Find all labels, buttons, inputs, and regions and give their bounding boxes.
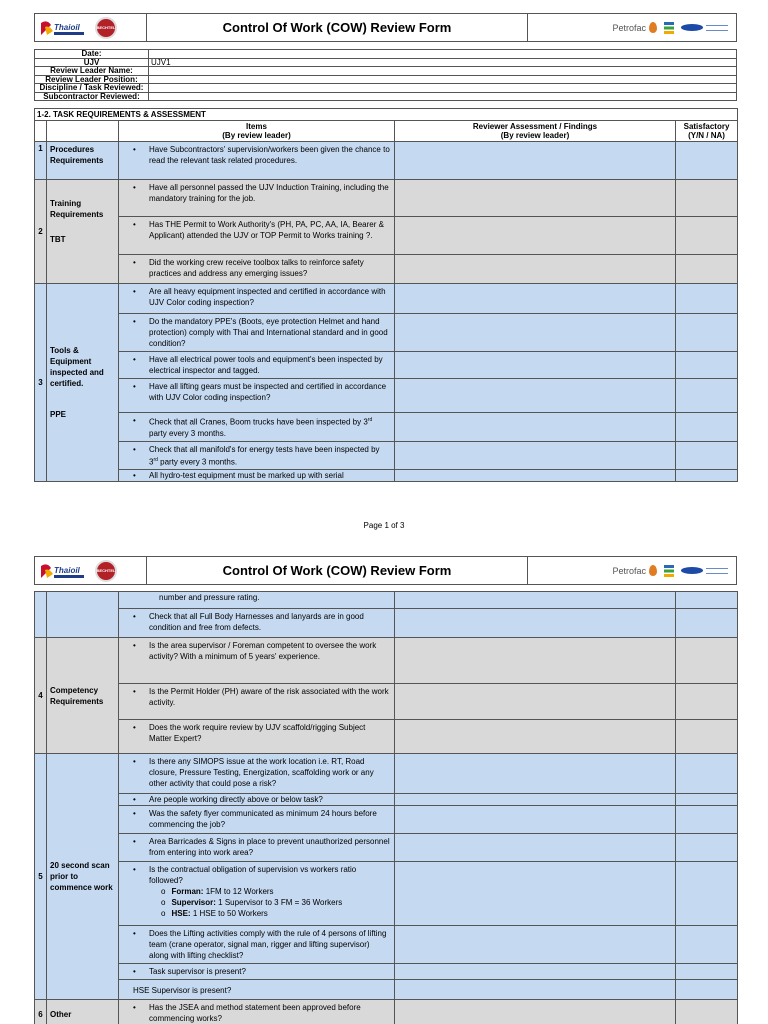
item-cell: • Check that all manifold's for energy tests have been inspected by 3rd party every 3 months.: [119, 441, 395, 470]
item-cell: • Have Subcontractors' supervision/workers been given the chance to read the relevant task related procedures.: [119, 142, 395, 180]
findings-cell[interactable]: [395, 352, 676, 379]
item-cell: • Is there any SIMOPS issue at the work location i.e. RT, Road closure, Pressure Testing, Energization, scaffolding work or any other activity that could pose a risk?: [119, 754, 395, 794]
category-label: Tools & Equipment inspected and certified. PPE: [47, 284, 119, 482]
satisfactory-cell[interactable]: [676, 217, 738, 255]
samsung-logo: [681, 567, 728, 574]
form-header: [34, 13, 737, 42]
assessment-table-page2: [34, 591, 738, 1024]
subcontractor-value[interactable]: [149, 92, 737, 101]
satisfactory-cell[interactable]: [676, 314, 738, 352]
date-label: Date:: [35, 50, 149, 59]
bechtel-logo: BECHTEL: [95, 560, 117, 582]
subcontractor-label: Subcontractor Reviewed:: [35, 92, 149, 101]
findings-cell[interactable]: [395, 255, 676, 284]
discipline-label: Discipline / Task Reviewed:: [35, 84, 149, 93]
satisfactory-cell[interactable]: [676, 142, 738, 180]
item-cell: HSE Supervisor is present?: [119, 980, 395, 1000]
row-number: 4: [35, 638, 47, 754]
satisfactory-cell[interactable]: [676, 255, 738, 284]
ujv-value[interactable]: UJV1: [149, 58, 737, 67]
findings-cell[interactable]: [395, 180, 676, 217]
findings-cell[interactable]: [395, 980, 676, 1000]
item-cell: • Area Barricades & Signs in place to prevent unauthorized personnel from entering into work area?: [119, 834, 395, 862]
item-cell: • Was the safety flyer communicated as minimum 24 hours before commencing the job?: [119, 806, 395, 834]
saipem-logo: [663, 21, 675, 35]
satisfactory-cell[interactable]: [676, 964, 738, 980]
satisfactory-cell[interactable]: [676, 834, 738, 862]
satisfactory-cell[interactable]: [676, 806, 738, 834]
item-cell: • Task supervisor is present?: [119, 964, 395, 980]
satisfactory-cell[interactable]: [676, 754, 738, 794]
item-cell: • Is the area supervisor / Foreman competent to oversee the work activity? With a minimum of 5 years' experience.: [119, 638, 395, 684]
findings-cell[interactable]: [395, 470, 676, 482]
item-cell: • Is the contractual obligation of supervision vs workers ratio followed? o Forman: 1FM to 12 Workers o Supervisor: 1 Supervisor to 3 FM = 36 Workers o HSE: 1 HSE to 50 Workers: [119, 862, 395, 926]
item-cell: • Have all electrical power tools and equipment's been inspected by electrical inspector and tagged.: [119, 352, 395, 379]
item-cell: • Is the Permit Holder (PH) aware of the risk associated with the work activity.: [119, 684, 395, 720]
satisfactory-cell[interactable]: [676, 180, 738, 217]
findings-cell[interactable]: [395, 314, 676, 352]
partner-logos: [528, 557, 736, 584]
row-number: 6: [35, 1000, 47, 1024]
review-leader-name-value[interactable]: [149, 67, 737, 76]
saipem-logo: [663, 564, 675, 578]
bechtel-logo: BECHTEL: [95, 17, 117, 39]
samsung-logo: [681, 24, 728, 31]
thaioil-logo: [39, 19, 87, 37]
page-2: [34, 556, 737, 1024]
col-findings: Reviewer Assessment / Findings (By review leader): [395, 121, 676, 142]
review-leader-position-label: Review Leader Position:: [35, 75, 149, 84]
findings-cell[interactable]: [395, 441, 676, 470]
findings-cell[interactable]: [395, 592, 676, 609]
item-cell: • Are all heavy equipment inspected and certified in accordance with UJV Color coding inspection?: [119, 284, 395, 314]
satisfactory-cell[interactable]: [676, 352, 738, 379]
ratio-item: o Forman: 1FM to 12 Workers: [161, 887, 274, 896]
findings-cell[interactable]: [395, 142, 676, 180]
findings-cell[interactable]: [395, 217, 676, 255]
satisfactory-cell[interactable]: [676, 379, 738, 413]
satisfactory-cell[interactable]: [676, 926, 738, 964]
category-label: Other: [47, 1000, 119, 1024]
info-table: [34, 49, 737, 101]
findings-cell[interactable]: [395, 609, 676, 638]
findings-cell[interactable]: [395, 834, 676, 862]
page-number: Page 1 of 3: [363, 521, 405, 530]
findings-cell[interactable]: [395, 1000, 676, 1024]
findings-cell[interactable]: [395, 926, 676, 964]
col-satisfactory: Satisfactory (Y/N / NA): [676, 121, 738, 142]
row-number: 1: [35, 142, 47, 180]
item-cell: number and pressure rating.: [119, 592, 395, 609]
satisfactory-cell[interactable]: [676, 684, 738, 720]
svg-text:Thaioil: Thaioil: [54, 565, 80, 575]
item-cell: • Does the work require review by UJV scaffold/rigging Subject Matter Expert?: [119, 720, 395, 754]
category-label: Training Requirements TBT: [47, 180, 119, 284]
item-cell: • Have all personnel passed the UJV Induction Training, including the mandatory training for the job.: [119, 180, 395, 217]
ratio-item: o HSE: 1 HSE to 50 Workers: [161, 909, 268, 918]
satisfactory-cell[interactable]: [676, 413, 738, 442]
satisfactory-cell[interactable]: [676, 980, 738, 1000]
flame-icon: [649, 22, 657, 33]
page-1: [34, 13, 737, 482]
satisfactory-cell[interactable]: [676, 441, 738, 470]
category-label: Competency Requirements: [47, 638, 119, 754]
findings-cell[interactable]: [395, 684, 676, 720]
item-cell: • Have all lifting gears must be inspected and certified in accordance with UJV Color coding inspection?: [119, 379, 395, 413]
satisfactory-cell[interactable]: [676, 470, 738, 482]
satisfactory-cell[interactable]: [676, 794, 738, 806]
discipline-value[interactable]: [149, 84, 737, 93]
findings-cell[interactable]: [395, 806, 676, 834]
satisfactory-cell[interactable]: [676, 1000, 738, 1024]
flame-icon: [649, 565, 657, 576]
findings-cell[interactable]: [395, 284, 676, 314]
item-cell: • Check that all Cranes, Boom trucks have been inspected by 3rd party every 3 months.: [119, 413, 395, 442]
client-logos: [35, 557, 147, 584]
category-label: 20 second scan prior to commence work: [47, 754, 119, 1000]
findings-cell[interactable]: [395, 638, 676, 684]
petrofac-logo: Petrofac: [612, 22, 657, 33]
findings-cell[interactable]: [395, 379, 676, 413]
row-number: 3: [35, 284, 47, 482]
svg-text:Thaioil: Thaioil: [54, 22, 80, 32]
thaioil-logo: [39, 562, 87, 580]
col-items: Items (By review leader): [119, 121, 395, 142]
findings-cell[interactable]: [395, 862, 676, 926]
review-leader-name-label: Review Leader Name:: [35, 67, 149, 76]
ujv-label: UJV: [35, 58, 149, 67]
satisfactory-cell[interactable]: [676, 609, 738, 638]
petrofac-logo: Petrofac: [612, 565, 657, 576]
client-logos: [35, 14, 147, 41]
satisfactory-cell[interactable]: [676, 284, 738, 314]
findings-cell[interactable]: [395, 720, 676, 754]
findings-cell[interactable]: [395, 413, 676, 442]
item-cell: • Has THE Permit to Work Authority's (PH, PA, PC, AA, IA, Bearer & Applicant) attended the UJV or TOP Permit to Works training ?.: [119, 217, 395, 255]
item-cell: • Check that all Full Body Harnesses and lanyards are in good condition and free from defects.: [119, 609, 395, 638]
satisfactory-cell[interactable]: [676, 592, 738, 609]
ratio-item: o Supervisor: 1 Supervisor to 3 FM = 36 Workers: [161, 898, 343, 907]
findings-cell[interactable]: [395, 794, 676, 806]
item-cell: • Did the working crew receive toolbox talks to reinforce safety practices and address any emerging issues?: [119, 255, 395, 284]
item-cell: • Do the mandatory PPE's (Boots, eye protection Helmet and hand protection) comply with Thai and International standard and in good condition?: [119, 314, 395, 352]
satisfactory-cell[interactable]: [676, 862, 738, 926]
form-header: [34, 556, 737, 585]
row-number: 2: [35, 180, 47, 284]
findings-cell[interactable]: [395, 964, 676, 980]
item-cell: • All hydro-test equipment must be marked up with serial: [119, 470, 395, 482]
form-title: Control Of Work (COW) Review Form: [147, 557, 528, 584]
satisfactory-cell[interactable]: [676, 638, 738, 684]
item-cell: • Are people working directly above or below task?: [119, 794, 395, 806]
row-number: 5: [35, 754, 47, 1000]
form-title: Control Of Work (COW) Review Form: [147, 14, 528, 41]
item-cell: • Has the JSEA and method statement been approved before commencing works?: [119, 1000, 395, 1024]
section-title: 1-2. TASK REQUIREMENTS & ASSESSMENT: [35, 109, 738, 121]
findings-cell[interactable]: [395, 754, 676, 794]
review-leader-position-value[interactable]: [149, 75, 737, 84]
date-value[interactable]: [149, 50, 737, 59]
category-label: Procedures Requirements: [47, 142, 119, 180]
item-cell: • Does the Lifting activities comply with the rule of 4 persons of lifting team (crane operator, signal man, rigger and lifting supervisor) along with lifting checklist?: [119, 926, 395, 964]
satisfactory-cell[interactable]: [676, 720, 738, 754]
partner-logos: [528, 14, 736, 41]
assessment-table-page1: [34, 108, 738, 482]
